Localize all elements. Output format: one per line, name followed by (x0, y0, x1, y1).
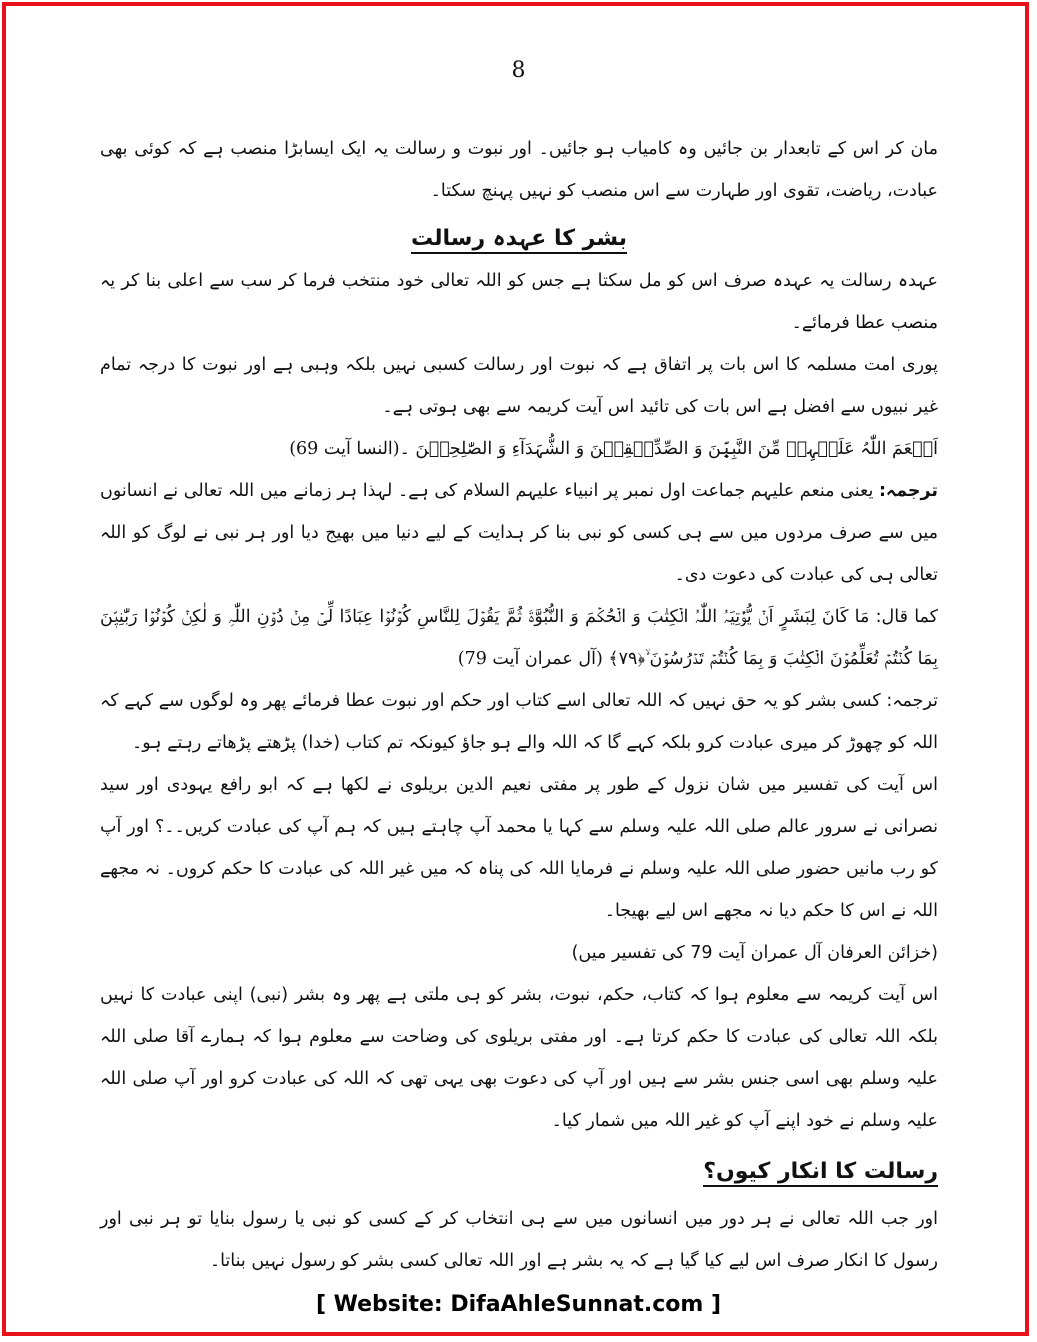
paragraph-ummah-agreement: پوری امت مسلمہ کا اس بات پر اتفاق ہے کہ نبوت اور رسالت کسبی نہیں بلکہ وہبی ہے اور نبوت کا درجہ تمام غیر نبیوں سے افضل ہے اس بات کی تائید اس آیت کریمہ سے بھی ہوتی ہے۔ (100, 355, 938, 417)
heading-text: رسالت کا انکار کیوں؟ (703, 1159, 938, 1187)
conclusion-paragraph: اس آیت کریمہ سے معلوم ہوا کہ کتاب، حکم، نبوت، بشر کو ہی ملتی ہے پھر وہ بشر (نبی) اپنی عبادت کا نہیں بلکہ اللہ تعالی کی عبادت کا حکم کرتا ہے۔ اور مفتی بریلوی کی وضاحت سے معلوم ہوا کہ ہمارے آقا صلی اللہ علیہ وسلم بھی اسی جنس بشر سے ہیں اور آپ کی دعوت بھی یہی تھی کہ اللہ کی عبادت کرو اور آپ صلی اللہ علیہ وسلم نے خود اپنے آپ کو غیر اللہ میں شمار کیا۔ (100, 985, 938, 1131)
tafseer-paragraph: اس آیت کی تفسیر میں شان نزول کے طور پر مفتی نعیم الدین بریلوی نے لکھا ہے کہ ابو رافع یہودی اور سید نصرانی نے سرور عالم صلی اللہ علیہ وسلم سے کہا یا محمد آپ چاہتے ہیں کہ ہم آپ کی عبادت کریں۔۔؟ اور آپ کو رب مانیں حضور صلی اللہ علیہ وسلم نے فرمایا اللہ کی پناہ کہ میں غیر اللہ کی عبادت کا حکم کروں۔ نہ مجھے اللہ نے اس کا حکم دیا نہ مجھے اس لیے بھیجا۔ (100, 775, 938, 921)
translation-label: ترجمہ: (878, 481, 938, 501)
section-heading-inkar (100, 1146, 938, 1198)
page-number: 8 (511, 58, 526, 83)
inkar-paragraph: اور جب اللہ تعالی نے ہر دور میں انسانوں میں سے ہی انتخاب کر کے کسی کو نبی یا رسول بنایا تو ہر نبی اور رسول کا انکار صرف اس لیے کیا گیا ہے کہ یہ بشر ہے اور اللہ تعالی کسی بشر کو رسول نہیں بناتا۔ (100, 1209, 938, 1271)
ayah-al-imran-paragraph (100, 596, 938, 680)
heading-text: بشر کا عہدہ رسالت (411, 226, 627, 254)
intro-paragraph: مان کر اس کے تابعدار بن جائیں وہ کامیاب ہو جائیں۔ اور نبوت و رسالت یہ ایک ایسابڑا منصب ہے کہ کوئی بھی عبادت، ریاضت، تقوی اور طہارت سے اس منصب کو نہیں پہنچ سکتا۔ (100, 139, 938, 201)
section-heading-risalat (100, 214, 938, 264)
translation-paragraph-1 (100, 470, 938, 596)
website-footer: [ Website: DifaAhleSunnat.com ] (315, 1292, 722, 1317)
ayah-nisa: اَنۡعَمَ اللّٰہُ عَلَیۡہِمۡ مِّنَ النَّبِیّٖنَ وَ الصِّدِّیۡقِیۡنَ وَ الشُّہَدَآءِ وَ الصّٰلِحِیۡنَ ۔(النسا آیت 69) (289, 439, 938, 459)
ayah-al-imran: مَا کَانَ لِبَشَرٍ اَنۡ یُّؤۡتِیَہُ اللّٰہُ الۡکِتٰبَ وَ الۡحُکۡمَ وَ النُّبُوَّۃَ ثُمَّ یَقُوۡلَ لِلنَّاسِ کُوۡنُوۡا عِبَادًا لِّیۡ مِنۡ دُوۡنِ اللّٰہِ وَ لٰکِنۡ کُوۡنُوۡا رَبّٰنِیّٖنَ بِمَا کُنۡتُمۡ تُعَلِّمُوۡنَ الۡکِتٰبَ وَ بِمَا کُنۡتُمۡ تَدۡرُسُوۡنَ ۙ﴿۷۹﴾ (آل عمران آیت 79) (100, 607, 938, 669)
paragraph-risalat-definition: عہدہ رسالت یہ عہدہ صرف اس کو مل سکتا ہے جس کو اللہ تعالی خود منتخب فرما کر سب سے اعلی بنا کر یہ منصب عطا فرمائے۔ (100, 271, 938, 333)
page-content (100, 128, 938, 1282)
translation-paragraph-2: ترجمہ: کسی بشر کو یہ حق نہیں کہ اللہ تعالی اسے کتاب اور حکم اور نبوت عطا فرمائے پھر وہ لوگوں سے کہے کہ اللہ کو چھوڑ کر میری عبادت کرو بلکہ کہے گا کہ اللہ والے ہو جاؤ کیونکہ تم کتاب (خدا) پڑھتے پڑھاتے رہتے ہو۔ (100, 691, 938, 753)
kama-qal-label: کما قال: (875, 607, 938, 627)
translation-text: یعنی منعم علیہم جماعت اول نمبر پر انبیاء علیہم السلام کی ہے۔ لہذا ہر زمانے میں اللہ تعالی نے انسانوں میں سے صرف مردوں میں سے ہی کسی کو نبی بنا کر ہدایت کے لیے دنیا میں بھیج دیا اور ہر نبی نے لوگ کو اللہ تعالی ہی کی عبادت کی دعوت دی۔ (100, 481, 938, 585)
reference-line: (خزائن العرفان آل عمران آیت 79 کی تفسیر میں) (571, 943, 938, 963)
